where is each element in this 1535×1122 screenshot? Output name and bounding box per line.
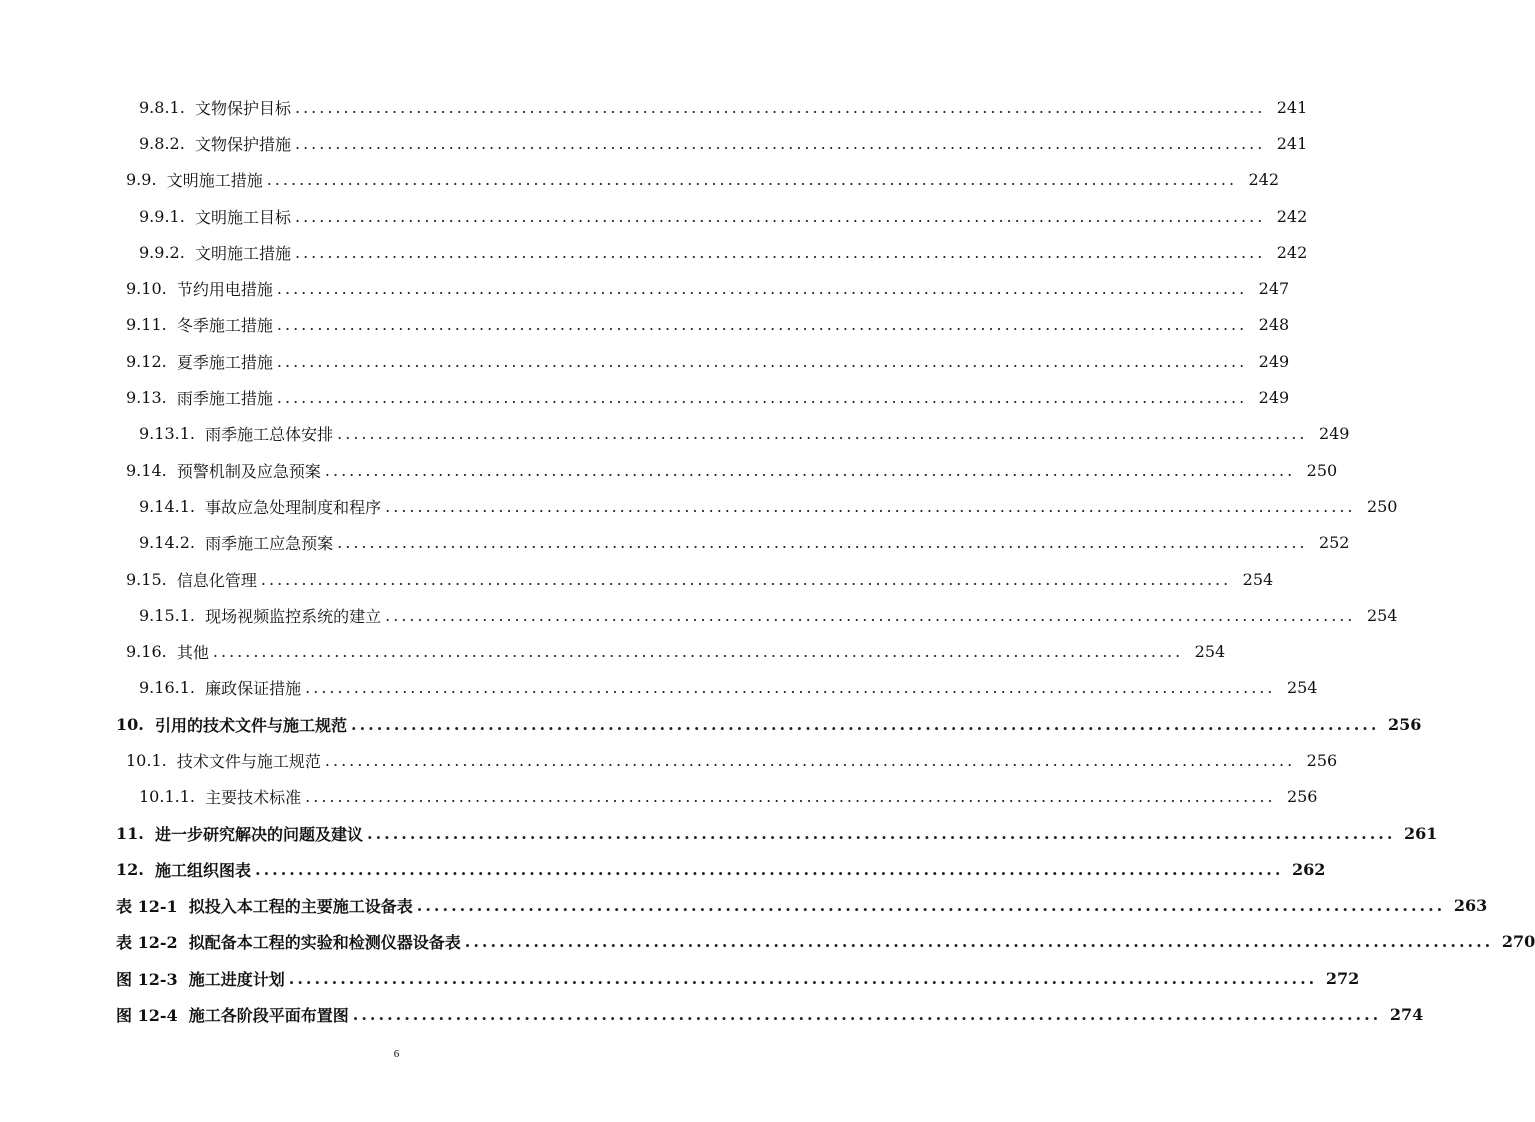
toc-entry-title: 文物保护措施 — [194, 134, 291, 154]
toc-entry-page: 241 — [1276, 133, 1308, 153]
toc-entry-number: 图 12-3 — [116, 969, 178, 989]
toc-entry[interactable] — [0, 488, 1398, 524]
toc-entry-number: 9.15.1. — [139, 605, 195, 625]
toc-leader-dots: ........................................................................................................................ — [212, 642, 1184, 662]
toc-entry-page: 272 — [1325, 968, 1360, 988]
toc-entry-page: 249 — [1258, 351, 1290, 371]
toc-entry-number: 9.16. — [126, 642, 167, 662]
toc-entry-number: 图 12-4 — [116, 1006, 178, 1026]
toc-leader-dots: ........................................................................................................................ — [385, 605, 1356, 625]
toc-entry[interactable] — [0, 307, 1290, 343]
toc-entry-number: 9.10. — [126, 279, 167, 299]
toc-entry-number: 9.9.1. — [139, 206, 185, 226]
toc-leader-dots: ........................................................................................................................ — [276, 388, 1248, 408]
toc-entry-text — [126, 313, 1247, 336]
toc-entry-text — [126, 350, 1247, 373]
toc-entry-text — [126, 640, 1183, 663]
toc-entry-number: 9.16.1. — [139, 678, 195, 698]
toc-entry-text — [139, 676, 1275, 699]
toc-entry[interactable] — [0, 670, 1318, 706]
toc-entry-number: 9.11. — [126, 315, 167, 335]
toc-entry[interactable] — [0, 888, 1488, 924]
toc-entry-text — [116, 713, 1379, 736]
toc-entry-number: 9.9.2. — [139, 242, 185, 262]
toc-entry-page: 252 — [1318, 533, 1350, 553]
toc-entry-title: 进一步研究解决的问题及建议 — [154, 824, 363, 844]
toc-entry[interactable] — [0, 996, 1424, 1032]
toc-entry-page: 242 — [1276, 242, 1308, 262]
toc-entry-text — [139, 241, 1265, 264]
toc-entry-page: 263 — [1453, 896, 1488, 916]
toc-entry-title: 施工各阶段平面布置图 — [188, 1006, 349, 1026]
toc-entry-number: 9.14. — [126, 460, 167, 480]
toc-entry[interactable] — [0, 416, 1350, 452]
toc-entry-title: 现场视频监控系统的建立 — [205, 606, 382, 626]
toc-entry-number: 10.1. — [126, 750, 167, 770]
toc-leader-dots: ........................................................................................................................ — [276, 351, 1248, 371]
toc-entry[interactable] — [0, 89, 1308, 125]
toc-entry-page: 250 — [1306, 460, 1338, 480]
toc-entry[interactable] — [0, 924, 1535, 960]
toc-leader-dots: ........................................................................................................................ — [324, 460, 1296, 480]
table-of-contents — [0, 89, 1535, 1033]
toc-entry[interactable] — [0, 706, 1422, 742]
toc-leader-dots: ........................................................................................................................ — [367, 823, 1396, 843]
toc-entry-number: 表 12-2 — [116, 933, 178, 953]
toc-leader-dots: ........................................................................................................................ — [294, 97, 1266, 117]
toc-entry[interactable] — [0, 162, 1280, 198]
toc-entry-text — [139, 205, 1265, 228]
toc-entry-title: 雨季施工应急预案 — [205, 534, 334, 554]
toc-entry-title: 主要技术标准 — [205, 788, 302, 808]
toc-leader-dots: ........................................................................................................................ — [351, 714, 1380, 734]
toc-leader-dots: ........................................................................................................................ — [276, 315, 1248, 335]
toc-entry-text — [126, 277, 1247, 300]
toc-entry-page: 254 — [1194, 642, 1226, 662]
toc-leader-dots: ........................................................................................................................ — [255, 859, 1284, 879]
toc-entry-number: 12. — [116, 859, 144, 879]
toc-entry-number: 9.14.1. — [139, 496, 195, 516]
toc-entry[interactable] — [0, 198, 1308, 234]
toc-leader-dots: ........................................................................................................................ — [352, 1005, 1382, 1025]
toc-entry[interactable] — [0, 815, 1438, 851]
toc-entry[interactable] — [0, 343, 1290, 379]
toc-entry-page: 254 — [1286, 678, 1318, 698]
toc-entry-page: 242 — [1276, 206, 1308, 226]
toc-entry-title: 文物保护目标 — [194, 98, 291, 118]
toc-entry-text — [139, 96, 1265, 119]
toc-entry-number: 9.8.1. — [139, 97, 185, 117]
toc-entry-text — [116, 1003, 1381, 1026]
toc-entry[interactable] — [0, 525, 1350, 561]
toc-leader-dots: ........................................................................................................................ — [294, 133, 1266, 153]
toc-entry-text — [116, 930, 1493, 953]
toc-entry[interactable] — [0, 561, 1274, 597]
toc-entry-page: 248 — [1258, 315, 1290, 335]
toc-entry-page: 270 — [1501, 932, 1535, 952]
toc-entry-number: 表 12-1 — [116, 897, 178, 917]
toc-entry-text — [139, 495, 1355, 518]
toc-entry-title: 文明施工目标 — [194, 207, 291, 227]
toc-entry-text — [116, 822, 1395, 845]
toc-leader-dots: ........................................................................................................................ — [385, 496, 1356, 516]
toc-entry-title: 其他 — [176, 643, 209, 663]
toc-entry-text — [139, 422, 1307, 445]
toc-entry-page: 256 — [1306, 750, 1338, 770]
toc-entry[interactable] — [0, 742, 1338, 778]
toc-entry-number: 9.14.2. — [139, 533, 195, 553]
toc-entry-title: 引用的技术文件与施工规范 — [154, 715, 347, 735]
toc-entry-page: 256 — [1388, 714, 1422, 734]
toc-entry-text — [126, 386, 1247, 409]
toc-entry-page: 249 — [1318, 424, 1350, 444]
page-number: 6 — [393, 1048, 400, 1060]
toc-entry[interactable] — [0, 597, 1398, 633]
toc-entry-text — [139, 531, 1307, 554]
toc-entry-page: 262 — [1292, 859, 1326, 879]
toc-entry[interactable] — [0, 452, 1338, 488]
toc-leader-dots: ........................................................................................................................ — [276, 279, 1248, 299]
toc-entry-title: 拟投入本工程的主要施工设备表 — [188, 897, 413, 917]
toc-entry[interactable] — [0, 633, 1226, 669]
toc-leader-dots: ........................................................................................................................ — [288, 968, 1318, 988]
toc-entry-number: 9.15. — [126, 569, 167, 589]
toc-entry-number: 9.13. — [126, 388, 167, 408]
toc-entry-text — [139, 132, 1265, 155]
toc-leader-dots: ........................................................................................................................ — [294, 242, 1266, 262]
toc-entry[interactable] — [0, 234, 1308, 270]
toc-entry-page: 247 — [1258, 279, 1290, 299]
toc-entry-page: 274 — [1389, 1005, 1424, 1025]
toc-leader-dots: ........................................................................................................................ — [416, 896, 1446, 916]
toc-entry-page: 241 — [1276, 97, 1308, 117]
toc-entry-page: 254 — [1242, 569, 1274, 589]
toc-entry-title: 施工组织图表 — [154, 860, 251, 880]
toc-entry[interactable] — [0, 779, 1318, 815]
toc-entry[interactable] — [0, 851, 1326, 887]
toc-entry-title: 事故应急处理制度和程序 — [205, 497, 382, 517]
toc-entry-title: 预警机制及应急预案 — [176, 461, 321, 481]
toc-entry[interactable] — [0, 125, 1308, 161]
toc-entry-text — [139, 604, 1355, 627]
toc-entry-text — [126, 168, 1237, 191]
toc-entry-title: 雨季施工总体安排 — [205, 425, 334, 445]
toc-entry-title: 技术文件与施工规范 — [176, 751, 321, 771]
toc-entry-title: 拟配备本工程的实验和检测仪器设备表 — [188, 933, 461, 953]
toc-entry-text — [139, 785, 1275, 808]
toc-entry-number: 10. — [116, 714, 144, 734]
toc-leader-dots: ........................................................................................................................ — [305, 678, 1276, 698]
toc-leader-dots: ........................................................................................................................ — [337, 533, 1308, 553]
toc-leader-dots: ........................................................................................................................ — [337, 424, 1308, 444]
toc-entry-text — [126, 568, 1231, 591]
toc-entry-number: 9.13.1. — [139, 424, 195, 444]
toc-entry-title: 文明施工措施 — [166, 171, 263, 191]
toc-entry-number: 11. — [116, 823, 144, 843]
toc-leader-dots: ........................................................................................................................ — [464, 932, 1494, 952]
toc-entry-page: 242 — [1248, 170, 1280, 190]
toc-entry-text — [116, 967, 1317, 990]
toc-entry-page: 261 — [1404, 823, 1438, 843]
toc-entry-number: 10.1.1. — [139, 787, 195, 807]
toc-entry-page: 256 — [1286, 787, 1318, 807]
toc-entry-title: 冬季施工措施 — [176, 316, 273, 336]
toc-entry-title: 廉政保证措施 — [205, 679, 302, 699]
toc-entry-title: 施工进度计划 — [188, 969, 285, 989]
toc-entry-page: 250 — [1366, 496, 1398, 516]
toc-entry-text — [116, 858, 1283, 881]
toc-entry[interactable] — [0, 960, 1360, 996]
toc-leader-dots: ........................................................................................................................ — [324, 750, 1296, 770]
toc-entry-title: 信息化管理 — [176, 570, 257, 590]
toc-entry-text — [116, 894, 1445, 917]
toc-leader-dots: ........................................................................................................................ — [294, 206, 1266, 226]
toc-entry-text — [126, 749, 1295, 772]
toc-entry[interactable] — [0, 379, 1290, 415]
toc-entry-number: 9.9. — [126, 170, 157, 190]
toc-entry-page: 249 — [1258, 388, 1290, 408]
toc-entry-title: 夏季施工措施 — [176, 352, 273, 372]
toc-entry-title: 雨季施工措施 — [176, 389, 273, 409]
toc-entry-page: 254 — [1366, 605, 1398, 625]
toc-entry-number: 9.8.2. — [139, 133, 185, 153]
toc-leader-dots: ........................................................................................................................ — [305, 787, 1276, 807]
toc-leader-dots: ........................................................................................................................ — [266, 170, 1238, 190]
toc-entry[interactable] — [0, 270, 1290, 306]
toc-entry-text — [126, 459, 1295, 482]
toc-entry-number: 9.12. — [126, 351, 167, 371]
toc-entry-title: 文明施工措施 — [194, 243, 291, 263]
toc-leader-dots: ........................................................................................................................ — [260, 569, 1232, 589]
toc-entry-title: 节约用电措施 — [176, 280, 273, 300]
